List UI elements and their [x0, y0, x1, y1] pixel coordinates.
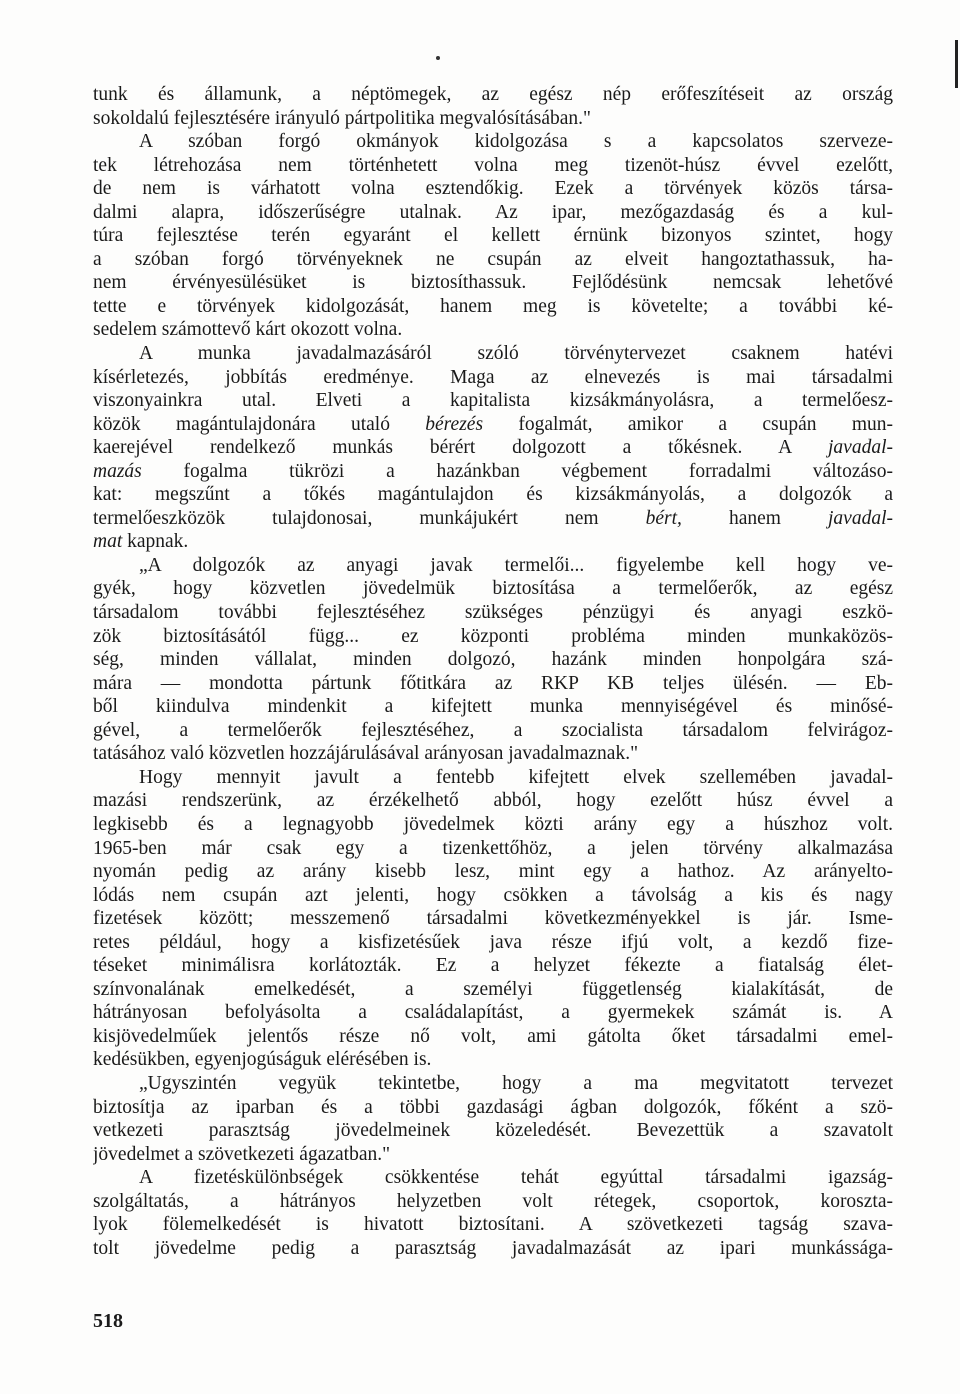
text-run: a szóban forgó törvényeknek ne csupán az elveit hangoztathassuk, ha-: [93, 248, 893, 270]
text-line: [93, 530, 893, 554]
text-line: [93, 1213, 893, 1237]
text-line: [93, 248, 893, 272]
text-run: mára — mondotta pártunk főtitkára az RKP KB teljes ülésén. — Eb-: [93, 672, 893, 694]
text-run: közök magántulajdonára utaló: [93, 413, 426, 435]
text-run: nem érvényesülésüket is biztosíthassuk. Fejlődésünk nemcsak lehetővé: [93, 272, 893, 294]
text-line: [93, 177, 893, 201]
text-run: viszonyainkra utal. Elveti a kapitalista kizsákmányolásra, a termelőesz-: [93, 390, 893, 412]
text-run: de nem is várhatott volna esztendőkig. Ezek a törvények közös társa-: [93, 178, 893, 200]
text-line: [93, 1119, 893, 1143]
text-run: mazási rendszerünk, az érzékelhető abból, hogy ezelőtt húsz évvel a: [93, 790, 893, 812]
text-line: [93, 931, 893, 955]
text-run: vetkezeti parasztság jövedelmeinek közeledését. Bevezettük a szavatolt: [93, 1120, 893, 1142]
text-run: biztosítja az iparban és a többi gazdasági ágban dolgozók, főként a szö-: [93, 1096, 893, 1118]
italic-term: javadal-: [828, 507, 893, 529]
italic-term: javadal-: [828, 437, 893, 459]
text-line: [93, 601, 893, 625]
text-run: tek létrehozása nem történhetett volna meg tizenöt-húsz évvel ezelőtt,: [93, 154, 893, 176]
text-run: túra fejlesztése terén egyaránt el kellett érnünk bizonyos szintet, hogy: [93, 225, 893, 247]
text-run: gével, a termelőerők fejlesztéséhez, a szocialista társadalom felvirágoz-: [93, 719, 893, 741]
text-run: tolt jövedelme pedig a parasztság javadalmazását az ipari munkássága-: [93, 1237, 893, 1259]
text-run: hanem: [681, 507, 829, 529]
text-line: [93, 201, 893, 225]
text-run: tette e törvények kidolgozását, hanem meg is követelte; a további ké-: [93, 295, 893, 317]
text-run: társadalom további fejlesztéséhez szükséges pénzügyi és anyagi eszkö-: [93, 602, 893, 624]
text-run: fizetések között; messzemenő társadalmi következményekkel is jár. Isme-: [93, 908, 893, 930]
text-run: kedésükben, egyenjogúságuk elérésében is.: [93, 1049, 432, 1071]
text-line: [93, 318, 893, 342]
text-line: [93, 83, 893, 107]
text-line: [93, 766, 893, 790]
body-text: [93, 83, 893, 1260]
text-line: [93, 907, 893, 931]
text-line: [93, 154, 893, 178]
text-run: zök biztosításától függ... ez központi probléma minden munkaközös-: [93, 625, 893, 647]
text-run: lódás nem csupán azt jelenti, hogy csökken a távolság a kis és nagy: [93, 884, 893, 906]
text-run: sedelem számottevő kárt okozott volna.: [93, 319, 403, 341]
text-line: [93, 1166, 893, 1190]
text-run: tunk és államunk, a néptömegek, az egész nép erőfeszítéseit az ország: [93, 84, 893, 105]
text-line: [93, 884, 893, 908]
text-line: [93, 436, 893, 460]
text-line: [93, 719, 893, 743]
text-run: nyomán pedig az arány kisebb lesz, mint egy a hathoz. Az arányelto-: [93, 861, 893, 883]
italic-term: bért,: [645, 507, 682, 529]
text-line: [93, 695, 893, 719]
text-line: [93, 271, 893, 295]
text-line: [93, 107, 893, 131]
text-run: fogalmát, amikor a csupán mun-: [483, 413, 893, 435]
text-run: A szóban forgó okmányok kidolgozása s a kapcsolatos szerveze-: [139, 131, 893, 153]
text-line: [93, 813, 893, 837]
text-run: színvonalának emelkedését, a személyi függetlenség kialakítását, de: [93, 978, 893, 1000]
text-run: retes például, hogy a kisfizetésűek java része ifjú volt, a kezdő fize-: [93, 931, 893, 953]
text-run: jövedelmet a szövetkezeti ágazatban.": [93, 1143, 391, 1165]
text-line: [93, 1001, 893, 1025]
text-line: [93, 860, 893, 884]
text-line: [93, 672, 893, 696]
text-line: [93, 1237, 893, 1261]
text-line: [93, 554, 893, 578]
text-run: hátrányosan befolyásolta a családalapítást, a gyermekek számát is. A: [93, 1002, 893, 1024]
page-number: 518: [93, 1310, 123, 1332]
text-run: fogalma tükrözi a hazánkban végbement forradalmi változáso-: [141, 460, 893, 482]
text-line: [93, 389, 893, 413]
text-run: A munka javadalmazásáról szóló törvénytervezet csaknem hatévi: [139, 343, 893, 365]
text-line: [93, 1025, 893, 1049]
text-line: [93, 366, 893, 390]
text-line: [93, 1096, 893, 1120]
text-line: [93, 1143, 893, 1167]
text-run: „Ugyszintén vegyük tekintetbe, hogy a ma megvitatott tervezet: [139, 1072, 893, 1094]
print-speck: [436, 56, 440, 60]
text-line: [93, 413, 893, 437]
text-line: [93, 978, 893, 1002]
page-edge-mark: [955, 40, 958, 88]
text-run: tatásához való közvetlen hozzájárulásával arányosan javadalmaznak.": [93, 743, 639, 765]
text-run: sokoldalú fejlesztésére irányuló pártpolitika megvalósításában.": [93, 107, 592, 129]
text-run: 1965-ben már csak egy a tizenkettőhöz, a jelen törvény alkalmazása: [93, 837, 893, 859]
text-line: [93, 954, 893, 978]
text-run: termelőeszközök tulajdonosai, munkájukért nem: [93, 507, 646, 529]
text-line: [93, 1072, 893, 1096]
text-line: [93, 130, 893, 154]
text-line: [93, 460, 893, 484]
text-run: ből kiindulva mindenkit a kifejtett munka mennyiségével és minősé-: [93, 696, 893, 718]
text-run: Hogy mennyit javult a fentebb kifejtett elvek szellemében javadal-: [139, 766, 893, 788]
text-run: legkisebb és a legnagyobb jövedelmek közti arány egy a húszhoz volt.: [93, 813, 893, 835]
text-line: [93, 648, 893, 672]
text-run: téseket minimálisra korlátozták. Ez a helyzet fékezte a fiatalság élet-: [93, 955, 893, 977]
text-line: [93, 224, 893, 248]
text-line: [93, 342, 893, 366]
text-line: [93, 789, 893, 813]
text-line: [93, 295, 893, 319]
text-line: [93, 625, 893, 649]
text-run: ség, minden vállalat, minden dolgozó, hazánk minden honpolgára szá-: [93, 649, 893, 671]
text-run: „A dolgozók az anyagi javak termelői... figyelembe kell hogy ve-: [139, 554, 893, 576]
text-run: kaerejével rendelkező munkás bérért dolgozott a tőkésnek. A: [93, 437, 829, 459]
text-run: A fizetéskülönbségek csökkentése tehát egyúttal társadalmi igazság-: [139, 1167, 893, 1189]
italic-term: bérezés: [425, 413, 484, 435]
text-line: [93, 483, 893, 507]
italic-term: mat: [93, 531, 123, 553]
text-run: kisjövedelműek jelentős része nő volt, ami gátolta őket társadalmi emel-: [93, 1025, 893, 1047]
text-line: [93, 1190, 893, 1214]
italic-term: mazás: [93, 460, 142, 482]
text-run: kat: megszűnt a tőkés magántulajdon és kizsákmányolás, a dolgozók a: [93, 484, 893, 506]
text-run: kapnak.: [122, 531, 189, 553]
text-run: kísérletezés, jobbítás eredménye. Maga az elnevezés is mai társadalmi: [93, 366, 893, 388]
text-line: [93, 577, 893, 601]
text-run: dalmi alapra, időszerűségre utalnak. Az ipar, mezőgazdaság és a kul-: [93, 201, 893, 223]
text-line: [93, 1048, 893, 1072]
text-run: szolgáltatás, a hátrányos helyzetben volt rétegek, csoportok, koroszta-: [93, 1190, 893, 1212]
text-run: gyék, hogy közvetlen jövedelmük biztosítása a termelőerők, az egész: [93, 578, 893, 600]
text-line: [93, 742, 893, 766]
text-line: [93, 507, 893, 531]
text-line: [93, 837, 893, 861]
text-run: lyok fölemelkedését is hivatott biztosítani. A szövetkezeti tagság szava-: [93, 1214, 893, 1236]
